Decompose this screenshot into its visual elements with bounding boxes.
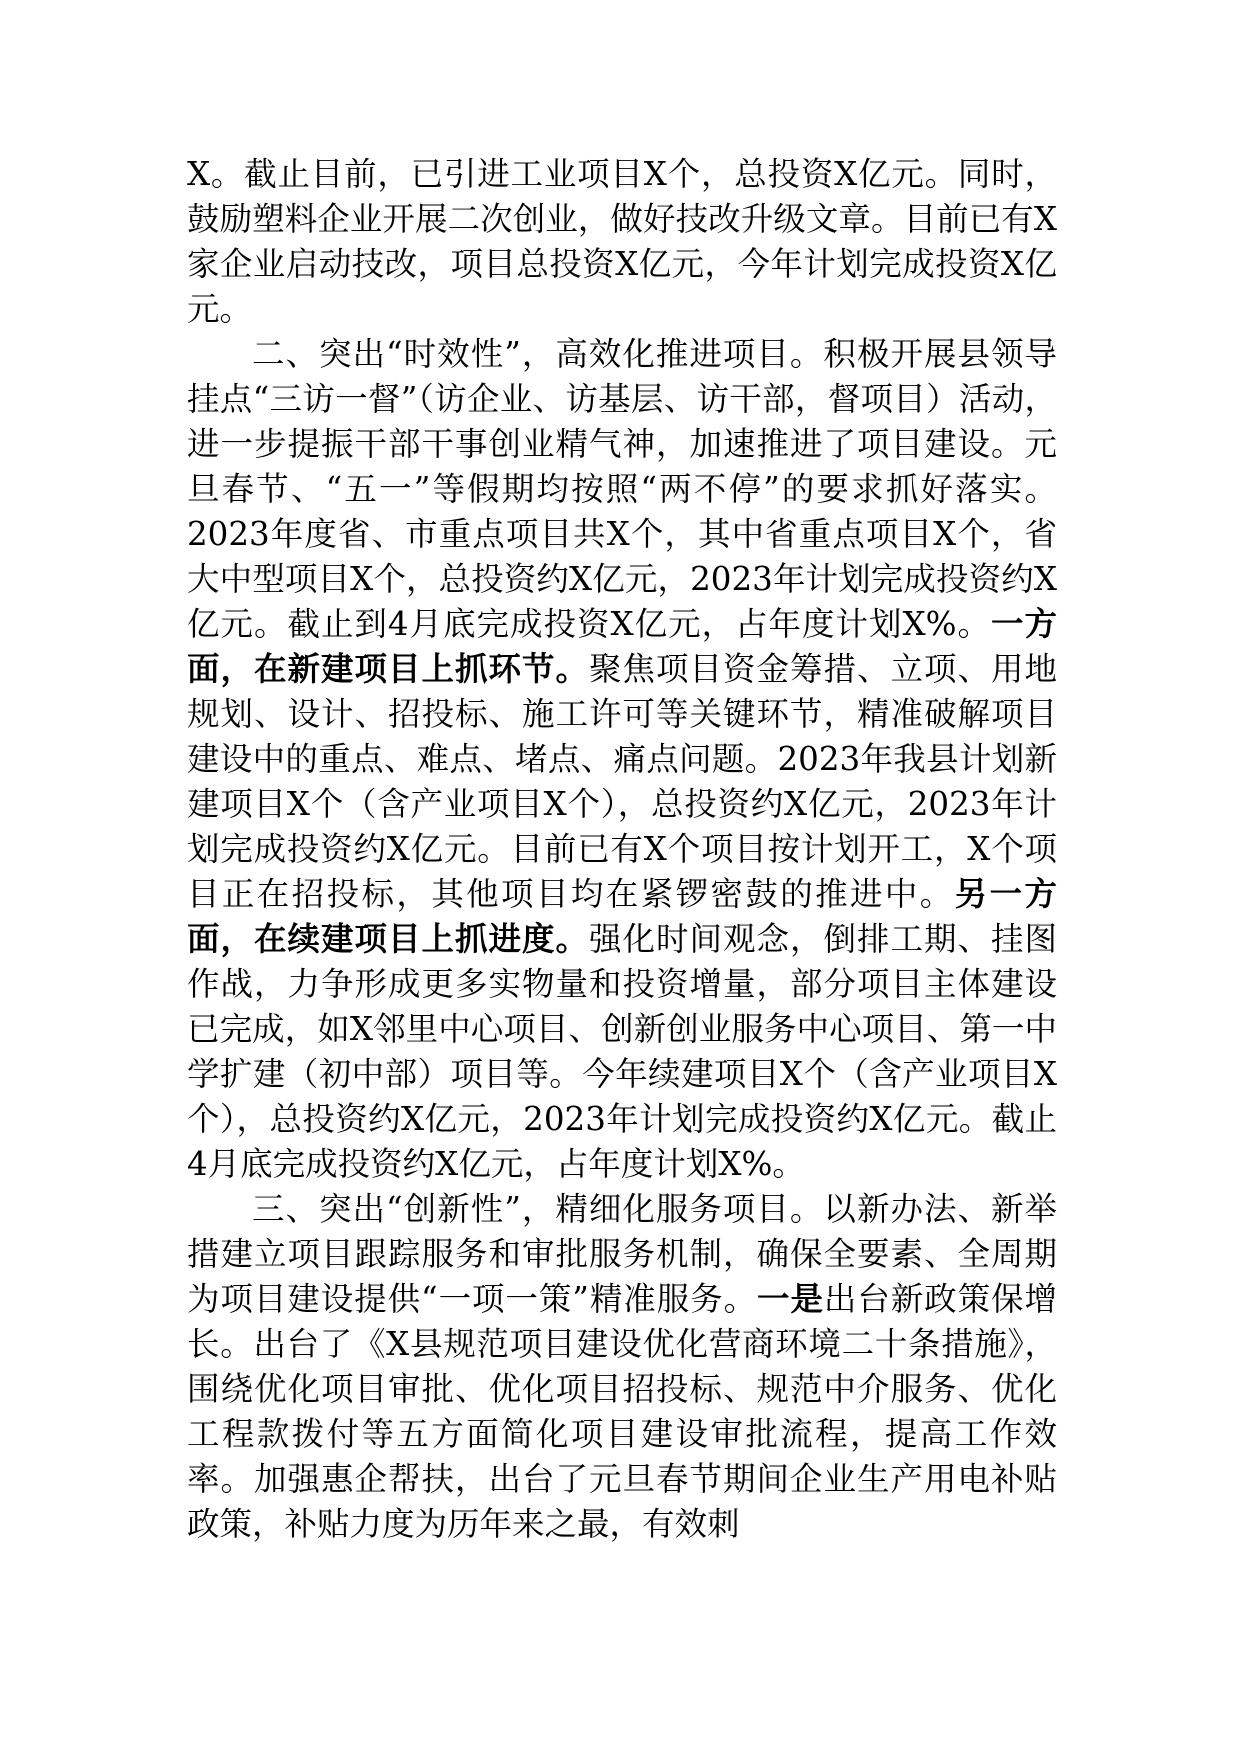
new-policy-text: 出台新政策保增长。出台了《X县规范项目建设优化营商环境二十条措施》，围绕优化项目审批、优化项目招投标、规范中介服务、优化工程款拨付等五方面简化项目建设审批流程，提高工作效率。加强惠企帮扶，出台了元旦春节期间企业生产用电补贴政策，补贴力度为历年来之最，有效刺 [187, 1280, 1057, 1543]
bold-heading-continuing-projects: 另一方面，在续建项目上抓进度。 [187, 875, 1057, 958]
new-projects-text: 聚焦项目资金筹措、立项、用地规划、设计、招投标、施工许可等关键环节，精准破解项目建设中的重点、难点、堵点、痛点问题。2023年我县计划新建项目X个（含产业项目X个），总投资约X亿元，2023年计划完成投资约X亿元。目前已有X个项目按计划开工，X个项目正在招投标，其他项目均在紧锣密鼓的推进中。 [187, 650, 1057, 913]
section-three-text: 三、突出“创新性”，精细化服务项目。以新办法、新举措建立项目跟踪服务和审批服务机制，确保全要素、全周期为项目建设提供“一项一策”精准服务。 [187, 1190, 1057, 1318]
section-two-text: 二、突出“时效性”，高效化推进项目。积极开展县领导挂点“三访一督”（访企业、访基层、访干部，督项目）活动，进一步提振干部干事创业精气神，加速推进了项目建设。元旦春节、“五一”等假期均按照“两不停”的要求抓好落实。2023年度省、市重点项目共X个，其中省重点项目X个，省大中型项目X个，总投资约X亿元，2023年计划完成投资约X亿元。截止到4月底完成投资X亿元，占年度计划X%。 [187, 335, 1057, 643]
continuing-projects-text: 强化时间观念，倒排工期、挂图作战，力争形成更多实物量和投资增量，部分项目主体建设已完成，如X邻里中心项目、创新创业服务中心项目、第一中学扩建（初中部）项目等。今年续建项目X个（含产业项目X个），总投资约X亿元，2023年计划完成投资约X亿元。截止4月底完成投资约X亿元，占年度计划X%。 [187, 920, 1057, 1183]
paragraph-intro-continuation [187, 152, 1057, 332]
paragraph-section-two [187, 332, 1057, 1187]
text-segment: X。截止目前，已引进工业项目X个，总投资X亿元。同时，鼓励塑料企业开展二次创业，做好技改升级文章。目前已有X家企业启动技改，项目总投资X亿元，今年计划完成投资X亿元。 [187, 155, 1057, 328]
bold-marker-first: 一是 [757, 1280, 824, 1318]
bold-heading-new-projects: 一方面，在新建项目上抓环节。 [187, 605, 1057, 688]
paragraph-section-three [187, 1187, 1057, 1547]
document-body [187, 152, 1057, 1547]
